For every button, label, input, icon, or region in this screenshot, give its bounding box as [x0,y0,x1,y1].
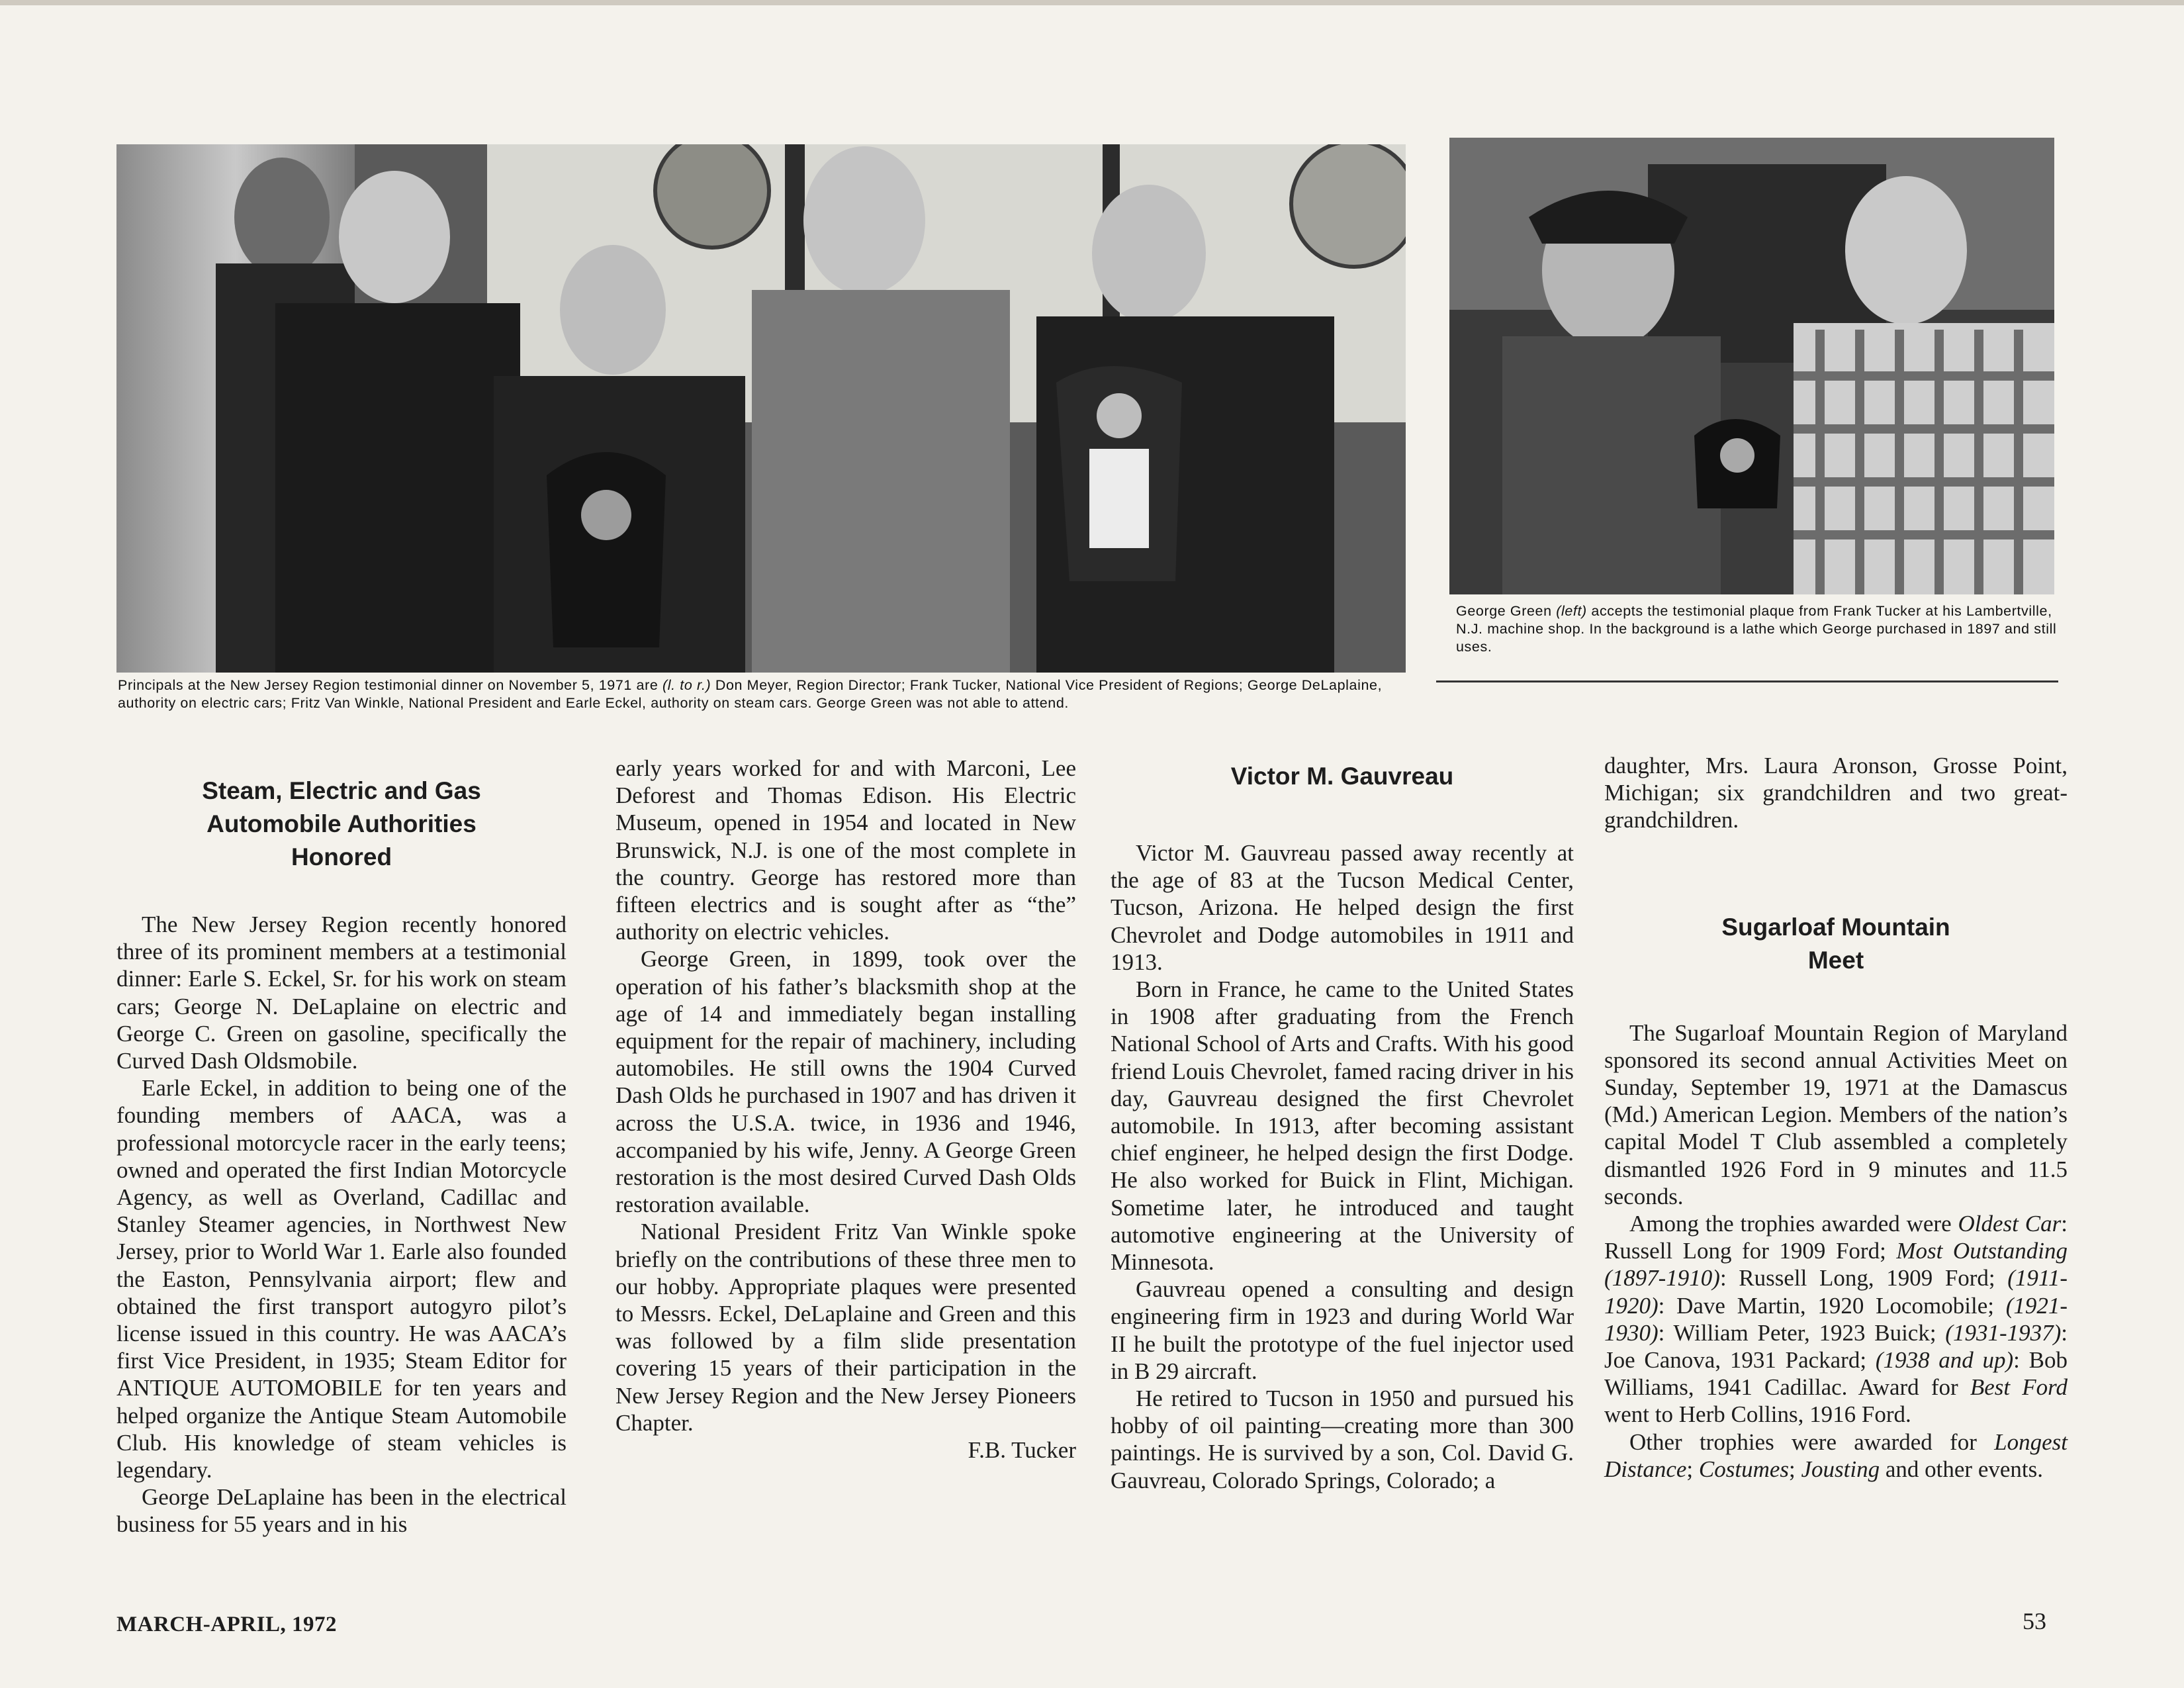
article-paragraph: National President Fritz Van Winkle spoke briefly on the contributions of these three men to our hobby. Appropriate plaques were presented to Messrs. Eckel, DeLaplaine and Green and this was followed by a film slide presentation covering 15 years of their participation in the New Jersey Region and the New Jersey Pioneers Chapter. [615,1219,1076,1436]
page-top-edge [0,0,2184,5]
article-paragraph: Victor M. Gauvreau passed away recently at the age of 83 at the Tucson Medical Center, Tucson, Arizona. He helped design the first Chevrolet and Dodge automobiles in 1911 and 1913. [1111,840,1574,975]
article-paragraph: George Green, in 1899, took over the operation of his father’s blacksmith shop at the age of 14 and immediately began installing equipment for the repair of machinery, including automobiles. He still owns the 1904 Curved Dash Olds he purchased in 1907 and has driven it across the U.S.A. twice, in 1936 and 1946, accompanied by his wife, Jenny. A George Green restoration is the most desired Curved Dash Olds restoration available. [615,946,1076,1218]
article-paragraph: daughter, Mrs. Laura Aronson, Grosse Point, Michigan; six grandchildren and two great-grandchildren. [1604,753,2068,833]
column-4 [1604,752,2068,1483]
machine-shop-photo [1449,138,2054,594]
article-paragraph: The Sugarloaf Mountain Region of Maryland sponsored its second annual Activities Meet on Sunday, September 19, 1971 at the Damascus (Md.) American Legion. Members of the nation’s capital Model T Club assembled a completely dismantled 1926 Ford in 9 minutes and 11.5 seconds. [1604,1019,2068,1209]
column-1 [116,760,567,1538]
issue-date: MARCH-APRIL, 1972 [116,1613,337,1636]
article-paragraph: early years worked for and with Marconi, Lee Deforest and Thomas Edison. His Electric Museum, opened in 1954 and located in New Brunswick, N.J. is one of the most complete in the country. George has restored more than fifteen electrics and is sought after as “the” authority on electric vehicles. [615,755,1076,945]
article-paragraph: George DeLaplaine has been in the electrical business for 55 years and in his [116,1484,567,1538]
caption-divider [1436,680,2058,682]
article-headline-sugarloaf: Sugarloaf Mountain Meet [1721,913,1950,974]
group-photo [116,144,1406,673]
article-paragraph: Born in France, he came to the United States in 1908 after graduating from the French National School of Arts and Crafts. With his good friend Louis Chevrolet, famed racing driver in his day, Gauvreau designed the first Chevrolet automobile. In 1913, after becoming assistant chief engineer, he helped design the first Dodge. He also worked for Buick in Flint, Michigan. Sometime later, he introduced and taught automotive engineering at the University of Minnesota. [1111,976,1574,1276]
page-number: 53 [2023,1608,2046,1634]
article-paragraph: Among the trophies awarded were Oldest Car: Russell Long for 1909 Ford; Most Outstanding (1897-1910): Russell Long, 1909 Ford; (1911-1920): Dave Martin, 1920 Locomobile; (1921-1930): William Peter, 1923 Buick; (1931-1937): Joe Canova, 1931 Packard; (1938 and up): Bob Williams, 1941 Cadillac. Award for Best Ford went to Herb Collins, 1916 Ford. [1604,1211,2068,1428]
column-2 [615,755,1076,1464]
article-headline-gauvreau: Victor M. Gauvreau [1230,763,1454,790]
article-paragraph: Other trophies were awarded for Longest Distance; Costumes; Jousting and other events. [1604,1429,2068,1482]
article-paragraph: Earle Eckel, in addition to being one of the founding members of AACA, was a professional motorcycle racer in the early teens; owned and operated the first Indian Motorcycle Agency, as well as Overland, Cadillac and Stanley Steamer agencies, in Northwest New Jersey, prior to World War 1. Earle also founded the Easton, Pennsylvania airport; flew and obtained the first transport autogyro pilot’s license issued in this country. He was AACA’s first Vice President, in 1935; Steam Editor for ANTIQUE AUTOMOBILE for ten years and helped organize the Antique Steam Automobile Club. His knowledge of steam vehicles is legendary. [116,1075,567,1483]
article-paragraph: He retired to Tucson in 1950 and pursued his hobby of oil painting—creating more than 300 paintings. He is survived by a son, Col. David G. Gauvreau, Colorado Springs, Colorado; a [1111,1385,1574,1493]
column-3 [1111,760,1574,1494]
article-signature: F.B. Tucker [968,1437,1076,1464]
article-headline-authorities-honored: Steam, Electric and Gas Automobile Authorities Honored [202,777,481,870]
article-paragraph: The New Jersey Region recently honored three of its prominent members at a testimonial dinner: Earle S. Eckel, Sr. for his work on steam cars; George N. DeLaplaine on electric and George C. Green on gasoline, specifically the Curved Dash Oldsmobile. [116,912,567,1074]
article-paragraph: Gauvreau opened a consulting and design engineering firm in 1923 and during World War II he built the prototype of the fuel injector used in B 29 aircraft. [1111,1276,1574,1384]
machine-shop-photo-caption: George Green (left) accepts the testimonial plaque from Frank Tucker at his Lambertville, N.J. machine shop. In the background is a lathe which George purchased in 1897 and still uses. [1456,603,2057,655]
group-photo-caption: Principals at the New Jersey Region testimonial dinner on November 5, 1971 are (l. to r.) Don Meyer, Region Director; Frank Tucker, National Vice President of Regions; George DeLaplaine, authority on electric cars; Fritz Van Winkle, National President and Earle Eckel, authority on steam cars. George Green was not able to attend. [118,677,1383,711]
